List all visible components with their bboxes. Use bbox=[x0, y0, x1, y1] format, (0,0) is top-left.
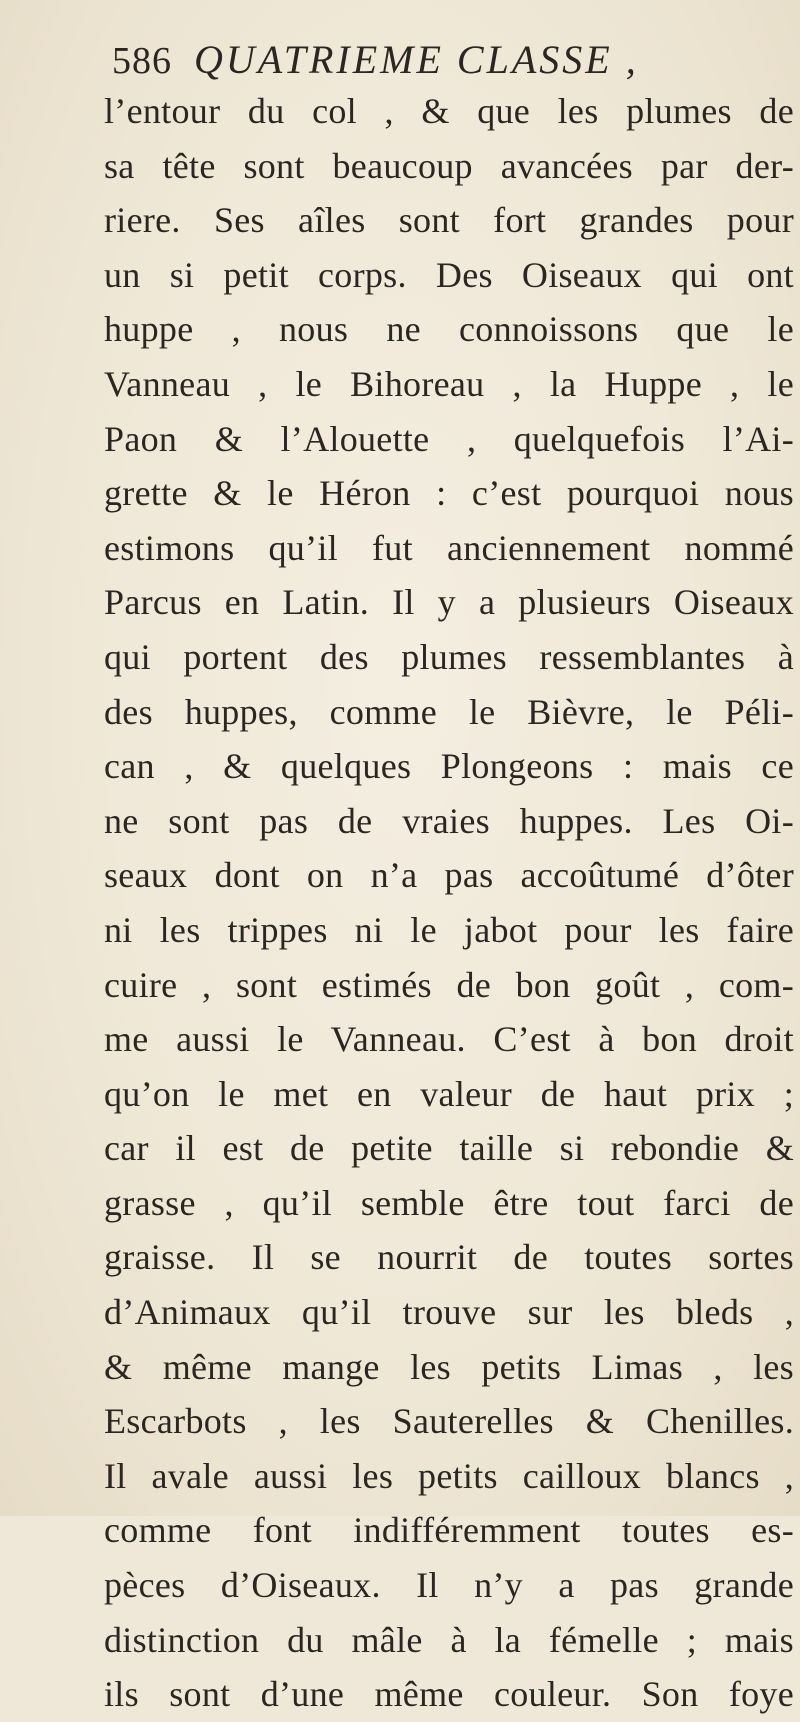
text-line: grasse , qu’il semble être tout farci de bbox=[104, 1182, 794, 1223]
text-line: seaux dont on n’a pas accoûtumé d’ôter bbox=[104, 855, 794, 896]
text-line: estimons qu’il fut anciennement nommé bbox=[104, 527, 794, 568]
text-line: car il est de petite taille si rebondie & bbox=[104, 1128, 794, 1169]
text-line: huppe , nous ne connoissons que le bbox=[104, 309, 794, 350]
text-line: Vanneau , le Bihoreau , la Huppe , le bbox=[104, 363, 794, 404]
text-line: comme font indifféremment toutes es- bbox=[104, 1510, 794, 1551]
text-line: ne sont pas de vraies huppes. Les Oi- bbox=[104, 800, 794, 841]
text-line: des huppes, comme le Bièvre, le Péli- bbox=[104, 691, 794, 732]
text-line: riere. Ses aîles sont fort grandes pour bbox=[104, 200, 794, 241]
text-line: sa tête sont beaucoup avancées par der- bbox=[104, 145, 794, 186]
text-line: qui portent des plumes ressemblantes à bbox=[104, 636, 794, 677]
text-line: distinction du mâle à la fémelle ; mais bbox=[104, 1619, 794, 1660]
text-line: l’entour du col , & que les plumes de bbox=[104, 91, 794, 131]
text-line: Paon & l’Alouette , quelquefois l’Ai- bbox=[104, 418, 794, 459]
text-line: un si petit corps. Des Oiseaux qui ont bbox=[104, 254, 794, 295]
text-line: can , & quelques Plongeons : mais ce bbox=[104, 746, 794, 787]
text-line: Parcus en Latin. Il y a plusieurs Oiseaux bbox=[104, 582, 794, 623]
text-line: Escarbots , les Sauterelles & Chenilles. bbox=[104, 1401, 794, 1442]
text-line: cuire , sont estimés de bon goût , com- bbox=[104, 964, 794, 1005]
text-line: qu’on le met en valeur de haut prix ; bbox=[104, 1073, 794, 1114]
text-line: Il avale aussi les petits cailloux blancs , bbox=[104, 1455, 794, 1496]
text-line: ni les trippes ni le jabot pour les faire bbox=[104, 909, 794, 950]
text-line: d’Animaux qu’il trouve sur les bleds , bbox=[104, 1292, 794, 1333]
body-text bbox=[104, 84, 794, 1722]
text-line: ils sont d’une même couleur. Son foye bbox=[104, 1674, 794, 1715]
text-line: graisse. Il se nourrit de toutes sortes bbox=[104, 1237, 794, 1278]
text-line: grette & le Héron : c’est pourquoi nous bbox=[104, 473, 794, 514]
text-line: me aussi le Vanneau. C’est à bon droit bbox=[104, 1019, 794, 1060]
text-line: & même mange les petits Limas , les bbox=[104, 1346, 794, 1387]
page-number: 586 bbox=[112, 40, 172, 82]
text-line: pèces d’Oiseaux. Il n’y a pas grande bbox=[104, 1565, 794, 1606]
running-title: QUATRIEME CLASSE , bbox=[194, 37, 639, 82]
